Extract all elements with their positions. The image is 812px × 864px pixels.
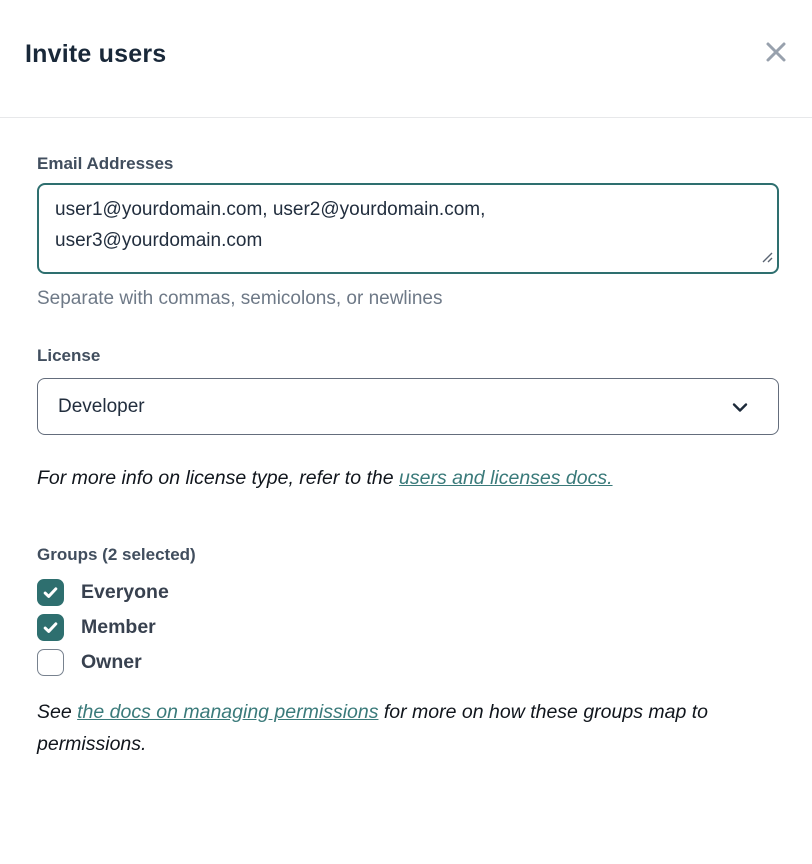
checkbox-everyone[interactable] <box>37 579 64 606</box>
chevron-down-icon <box>728 395 752 419</box>
managing-permissions-docs-link[interactable]: the docs on managing permissions <box>77 701 379 723</box>
close-button[interactable] <box>762 38 790 66</box>
group-row-owner[interactable] <box>37 649 779 676</box>
email-addresses-input[interactable] <box>37 183 779 274</box>
modal-header <box>0 0 812 118</box>
groups-label: Groups (2 selected) <box>37 545 196 564</box>
groups-field-group <box>37 545 779 760</box>
email-addresses-field-group <box>37 154 779 310</box>
group-row-member[interactable] <box>37 614 779 641</box>
group-label-everyone: Everyone <box>81 581 169 603</box>
groups-note-suffix: for more on how these groups map to permissions. <box>37 701 708 755</box>
groups-checkbox-list <box>37 579 779 676</box>
checkbox-owner[interactable] <box>37 649 64 676</box>
group-label-owner: Owner <box>81 651 142 673</box>
email-addresses-label: Email Addresses <box>37 154 174 173</box>
modal-title: Invite users <box>25 40 167 68</box>
email-textarea-wrap <box>37 183 779 274</box>
users-licenses-docs-link[interactable]: users and licenses docs. <box>399 467 613 489</box>
license-selected-value: Developer <box>58 395 145 417</box>
license-select[interactable] <box>37 378 779 435</box>
license-info-prefix: For more info on license type, refer to the <box>37 467 400 489</box>
license-label: License <box>37 346 101 365</box>
groups-note-text <box>37 696 767 760</box>
checkbox-member[interactable] <box>37 614 64 641</box>
modal-body <box>0 118 812 760</box>
license-info-text <box>37 462 779 494</box>
group-label-member: Member <box>81 616 156 638</box>
email-helper-text: Separate with commas, semicolons, or newlines <box>37 288 443 309</box>
groups-note-prefix: See <box>37 701 78 723</box>
license-field-group <box>37 346 779 494</box>
check-icon <box>42 584 59 601</box>
check-icon <box>42 619 59 636</box>
close-icon <box>763 39 789 65</box>
group-row-everyone[interactable] <box>37 579 779 606</box>
